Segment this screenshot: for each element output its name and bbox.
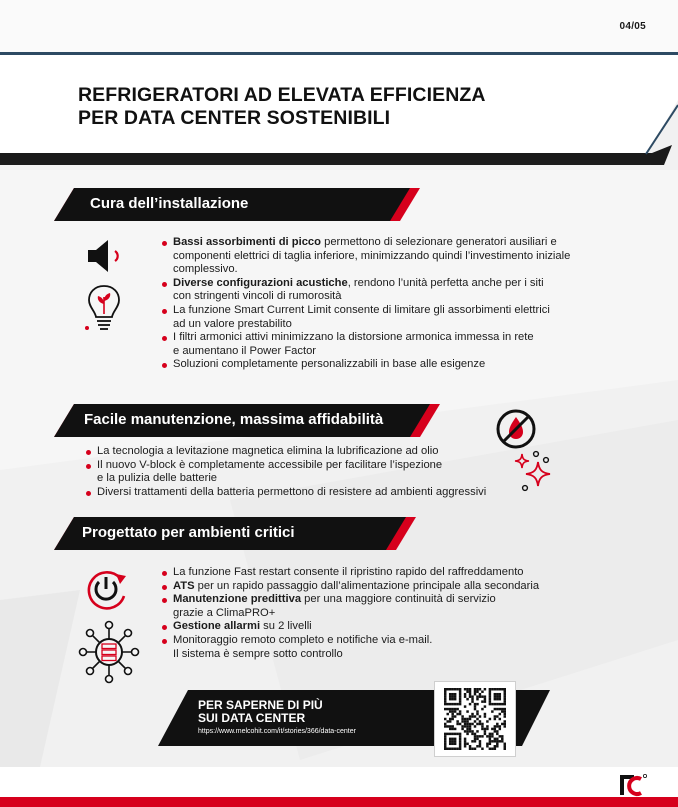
section-banner-installation bbox=[54, 188, 420, 221]
qr-code-box[interactable] bbox=[434, 681, 516, 757]
list-item: Soluzioni completamente personalizzabili in base alle esigenze bbox=[161, 358, 570, 372]
no-oil-icon bbox=[494, 407, 538, 451]
bullet-bold-text: Gestione allarmi bbox=[173, 620, 261, 633]
page-title-line-1: REFRIGERATORI AD ELEVATA EFFICIENZA bbox=[78, 84, 486, 106]
bullet-bold-text: Diverse configurazioni acustiche bbox=[173, 276, 348, 289]
list-item: La funzione Smart Current Limit consente di limitare gli assorbimenti elettrici ad un valore prestabilito bbox=[161, 304, 570, 331]
section-banner-maintenance bbox=[54, 404, 440, 437]
top-strip bbox=[0, 0, 678, 52]
list-item: Manutenzione predittiva per una maggiore continuità di servizio grazie a ClimaPRO+ bbox=[161, 593, 539, 620]
cta-title-line-1: PER SAPERNE DI PIÙ bbox=[198, 698, 323, 712]
list-item: Bassi assorbimenti di picco permettono di selezionare generatori ausiliari e componenti elettrici di taglia inferiore, minimizzando quindi l’investimento iniziale complessivo. bbox=[161, 236, 570, 277]
speaker-icon bbox=[84, 236, 124, 276]
cta-link[interactable]: https://www.melcohit.com/it/stories/366/data-center bbox=[198, 728, 356, 735]
installation-bullet-list bbox=[161, 236, 570, 372]
power-restart-icon bbox=[80, 566, 132, 616]
section-heading: Cura dell’installazione bbox=[90, 195, 249, 212]
sparkles-icon bbox=[510, 448, 556, 494]
list-item: Monitoraggio remoto completo e notifiche via e-mail. Il sistema è sempre sotto controllo bbox=[161, 634, 539, 661]
list-item: La funzione Fast restart consente il ripristino rapido del raffreddamento bbox=[161, 566, 539, 580]
bullet-bold-text: ATS bbox=[173, 579, 195, 592]
bullet-bold-text: Manutenzione predittiva bbox=[173, 593, 302, 606]
list-item: La tecnologia a levitazione magnetica elimina la lubrificazione ad olio bbox=[85, 445, 486, 459]
maintenance-bullet-list bbox=[85, 445, 486, 499]
section-heading: Progettato per ambienti critici bbox=[82, 524, 295, 541]
list-item: Il nuovo V-block è completamente accessibile per facilitare l’ispezione e la pulizia delle batterie bbox=[85, 459, 486, 486]
network-server-icon bbox=[78, 620, 140, 684]
list-item: Gestione allarmi su 2 livelli bbox=[161, 620, 539, 634]
lightbulb-plant-icon bbox=[84, 283, 124, 335]
page-number: 04/05 bbox=[619, 21, 646, 32]
bullet-bold-text: Bassi assorbimenti di picco bbox=[173, 236, 321, 248]
page-title-line-2: PER DATA CENTER SOSTENIBILI bbox=[78, 107, 391, 129]
qr-code-icon bbox=[444, 688, 506, 750]
list-item: ATS per un rapido passaggio dall’alimentazione principale alla secondaria bbox=[161, 580, 539, 594]
list-item: Diverse configurazioni acustiche, rendono l’unità perfetta anche per i siti con stringenti vincoli di rumorosità bbox=[161, 277, 570, 304]
list-item: I filtri armonici attivi minimizzano la distorsione armonica immessa in rete e aumentano il Power Factor bbox=[161, 331, 570, 358]
page-title bbox=[78, 84, 486, 130]
cta-title bbox=[198, 699, 323, 725]
section-banner-critical bbox=[54, 517, 416, 550]
list-item: Diversi trattamenti della batteria permettono di resistere ad ambienti aggressivi bbox=[85, 486, 486, 500]
cta-title-line-2: SUI DATA CENTER bbox=[198, 711, 306, 725]
critical-bullet-list bbox=[161, 566, 539, 661]
bottom-strip bbox=[0, 767, 678, 797]
bottom-red-band bbox=[0, 797, 678, 807]
section-heading: Facile manutenzione, massima affidabilità bbox=[84, 411, 384, 428]
brand-logo-icon bbox=[620, 773, 648, 797]
